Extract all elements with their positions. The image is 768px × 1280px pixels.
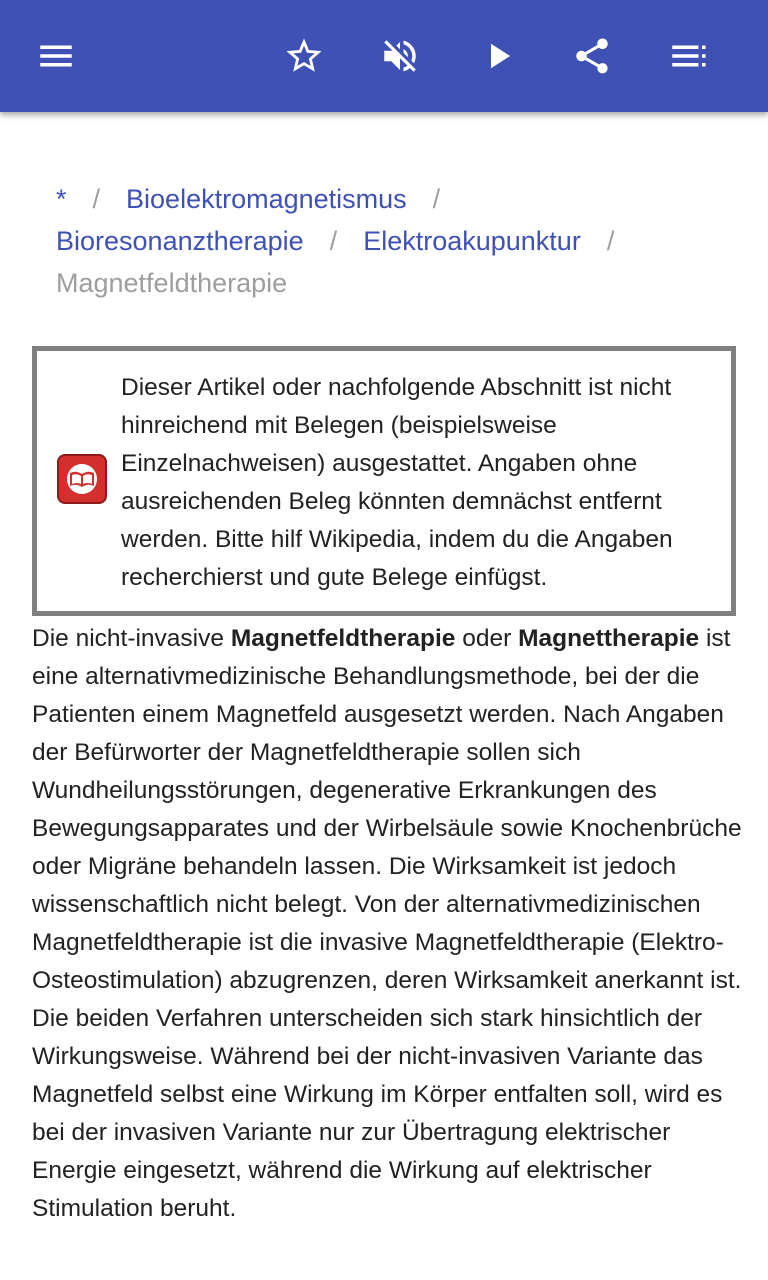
playlist-icon: [667, 35, 709, 77]
book-icon: [57, 454, 107, 504]
breadcrumb-link-root[interactable]: *: [56, 184, 67, 214]
article-term: Magnettherapie: [518, 625, 700, 652]
breadcrumb: [56, 178, 746, 304]
breadcrumb-separator: /: [432, 184, 441, 214]
article-paragraph: [32, 620, 742, 1228]
breadcrumb-link-elektroakupunktur[interactable]: Elektroakupunktur: [363, 226, 581, 256]
breadcrumb-current: Magnetfeldtherapie: [56, 268, 288, 298]
menu-button[interactable]: [26, 26, 86, 86]
article-text: ist eine alternativmedizinische Behandlungsmethode, bei der die Patienten einem Magnetfeld ausgesetzt werden. Nach Angaben der Befürworter der Magnetfeldtherapie sollen sich Wundheilungsstörungen, degenerative Erkrankungen des Bewegungsapparates und der Wirbelsäule sowie Knochenbrüche oder Migräne behandeln lassen. Die Wirksamkeit ist jedoch wissenschaftlich nicht belegt. Von der alternativmedizinischen Magnetfeldtherapie ist die invasive Magnetfeldtherapie (Elektro-Osteostimulation) abzugrenzen, deren Wirksamkeit anerkannt ist. Die beiden Verfahren unterscheiden sich stark hinsichtlich der Wirkungsweise. Während bei der nicht-invasiven Variante das Magnetfeld selbst eine Wirkung im Körper entfalten soll, wird es bei der invasiven Variante nur zur Übertragung elektrischer Energie eingesetzt, während die Wirkung auf elektrischer Stimulation beruht.: [32, 625, 742, 1222]
star-icon: [283, 35, 325, 77]
play-icon: [477, 35, 519, 77]
article-text: oder: [455, 625, 519, 652]
share-button[interactable]: [562, 26, 622, 86]
toc-button[interactable]: [658, 26, 718, 86]
breadcrumb-separator: /: [92, 184, 101, 214]
app-bar: [0, 0, 768, 112]
volume-off-icon: [379, 35, 421, 77]
article-text: Die nicht-invasive: [32, 625, 231, 652]
menu-icon: [35, 35, 77, 77]
share-icon: [571, 35, 613, 77]
citation-needed-notice: [32, 346, 736, 616]
play-button[interactable]: [468, 26, 528, 86]
breadcrumb-link-bioelektromagnetismus[interactable]: Bioelektromagnetismus: [126, 184, 407, 214]
notice-text: Dieser Artikel oder nachfolgende Abschnitt ist nicht hinreichend mit Belegen (beispielsweise Einzelnachweisen) ausgestattet. Angaben ohne ausreichenden Beleg könnten demnächst entfernt werden. Bitte hilf Wikipedia, indem du die Angaben recherchierst und gute Belege einfügst.: [121, 374, 673, 591]
breadcrumb-separator: /: [606, 226, 615, 256]
breadcrumb-separator: /: [329, 226, 338, 256]
favorite-button[interactable]: [274, 26, 334, 86]
mute-button[interactable]: [370, 26, 430, 86]
breadcrumb-link-bioresonanztherapie[interactable]: Bioresonanztherapie: [56, 226, 304, 256]
article-term: Magnetfeldtherapie: [230, 625, 456, 652]
